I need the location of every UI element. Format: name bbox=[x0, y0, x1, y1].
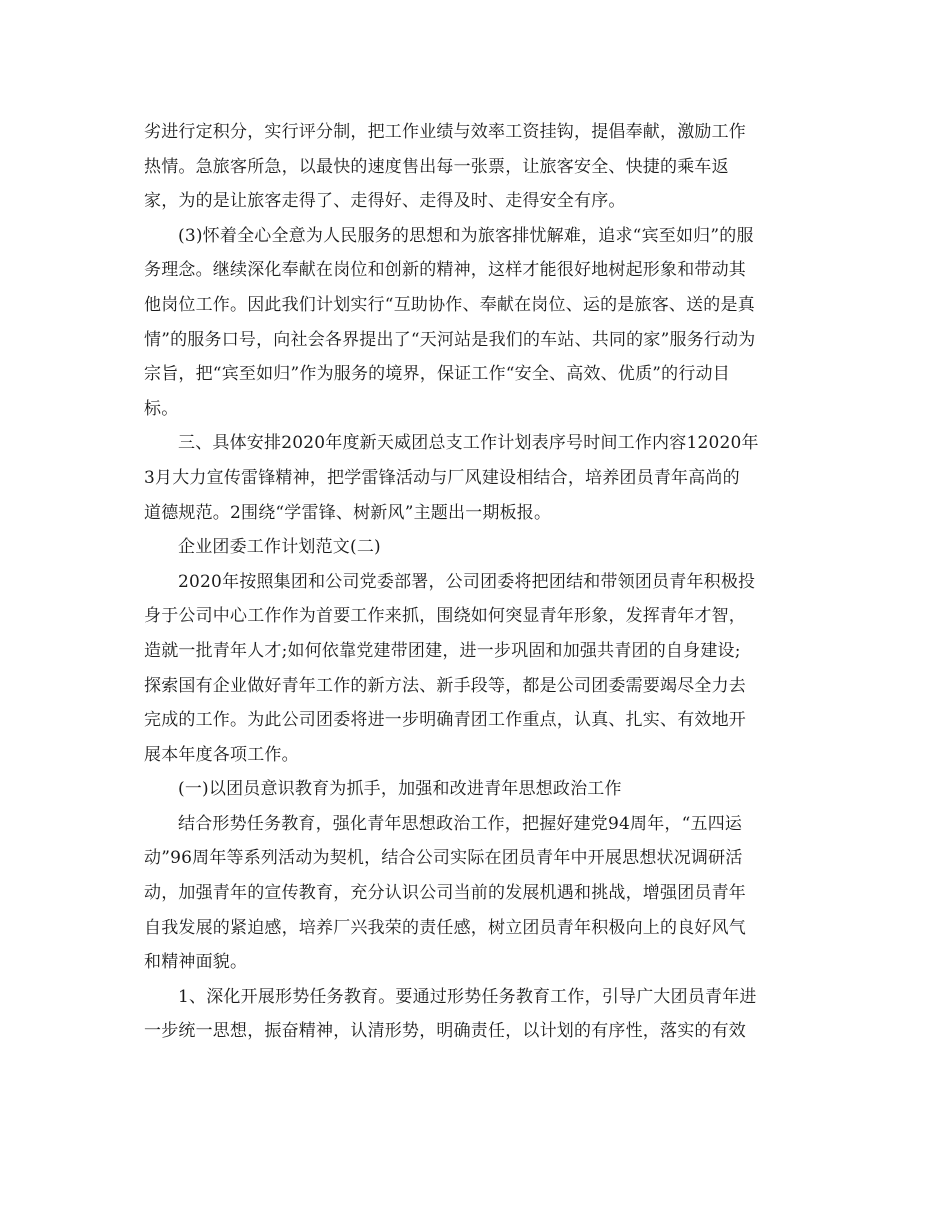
text-line: 完成的工作。为此公司团委将进一步明确青团工作重点，认真、扎实、有效地开 bbox=[144, 710, 746, 731]
paragraph bbox=[144, 219, 804, 427]
text-line: (一)以团员意识教育为抓手，加强和改进青年思想政治工作 bbox=[178, 779, 622, 800]
paragraph bbox=[144, 426, 804, 530]
text-line: 3月大力宣传雷锋精神，把学雷锋活动与厂风建设相结合，培养团员青年高尚的 bbox=[144, 467, 740, 488]
text-line: 动，加强青年的宣传教育，充分认识公司当前的发展机遇和挑战，增强团员青年 bbox=[144, 883, 746, 904]
text-line: 宗旨，把“宾至如归”作为服务的境界，保证工作“安全、高效、优质”的行动目 bbox=[144, 364, 730, 385]
text-line: 三、具体安排2020年度新天威团总支工作计划表序号时间工作内容12020年 bbox=[178, 433, 759, 454]
paragraph bbox=[144, 565, 804, 773]
text-line: 1、深化开展形势任务教育。要通过形势任务教育工作，引导广大团员青年进 bbox=[178, 986, 757, 1007]
text-line: 他岗位工作。因此我们计划实行“互助协作、奉献在岗位、运的是旅客、送的是真 bbox=[144, 294, 755, 315]
subsection-heading bbox=[144, 772, 804, 807]
paragraph bbox=[144, 115, 804, 219]
paragraph bbox=[144, 807, 804, 980]
text-line: 2020年按照集团和公司党委部署，公司团委将把团结和带领团员青年积极投 bbox=[178, 571, 756, 592]
text-line: 身于公司中心工作作为首要工作来抓，围绕如何突显青年形象，发挥青年才智， bbox=[144, 606, 746, 627]
text-line: 劣进行定积分，实行评分制，把工作业绩与效率工资挂钩，提倡奉献，激励工作 bbox=[144, 122, 746, 142]
text-line: 动”96周年等系列活动为契机，结合公司实际在团员青年中开展思想状况调研活 bbox=[144, 848, 743, 869]
text-line: 情”的服务口号，向社会各界提出了“天河站是我们的车站、共同的家”服务行动为 bbox=[144, 329, 756, 350]
text-line: 展本年度各项工作。 bbox=[144, 744, 299, 765]
text-line: 自我发展的紧迫感，培养厂兴我荣的责任感，树立团员青年积极向上的良好风气 bbox=[144, 917, 746, 938]
text-line: 造就一批青年人才;如何依靠党建带团建，进一步巩固和加强共青团的自身建设; bbox=[144, 640, 741, 661]
text-line: 热情。急旅客所急，以最快的速度售出每一张票，让旅客安全、快捷的乘车返 bbox=[144, 156, 729, 177]
document-body bbox=[144, 115, 804, 1049]
text-line: 务理念。继续深化奉献在岗位和创新的精神，这样才能很好地树起形象和带动其 bbox=[144, 260, 746, 281]
text-line: 道德规范。2围绕“学雷锋、树新风”主题出一期板报。 bbox=[144, 502, 552, 523]
text-line: 结合形势任务教育，强化青年思想政治工作，把握好建党94周年，“五四运 bbox=[178, 813, 743, 834]
text-line: 一步统一思想，振奋精神，认清形势，明确责任，以计划的有序性，落实的有效 bbox=[144, 1021, 746, 1042]
text-line: (3)怀着全心全意为人民服务的思想和为旅客排忧解难，追求“宾至如归”的服 bbox=[178, 225, 754, 246]
text-line: 标。 bbox=[144, 398, 179, 419]
text-line: 家，为的是让旅客走得了、走得好、走得及时、走得安全有序。 bbox=[144, 191, 626, 212]
section-heading bbox=[144, 530, 804, 565]
paragraph bbox=[144, 980, 804, 1049]
text-line: 探索国有企业做好青年工作的新方法、新手段等，都是公司团委需要竭尽全力去 bbox=[144, 675, 746, 696]
text-line: 和精神面貌。 bbox=[144, 952, 248, 973]
text-line: 企业团委工作计划范文(二) bbox=[178, 537, 381, 558]
